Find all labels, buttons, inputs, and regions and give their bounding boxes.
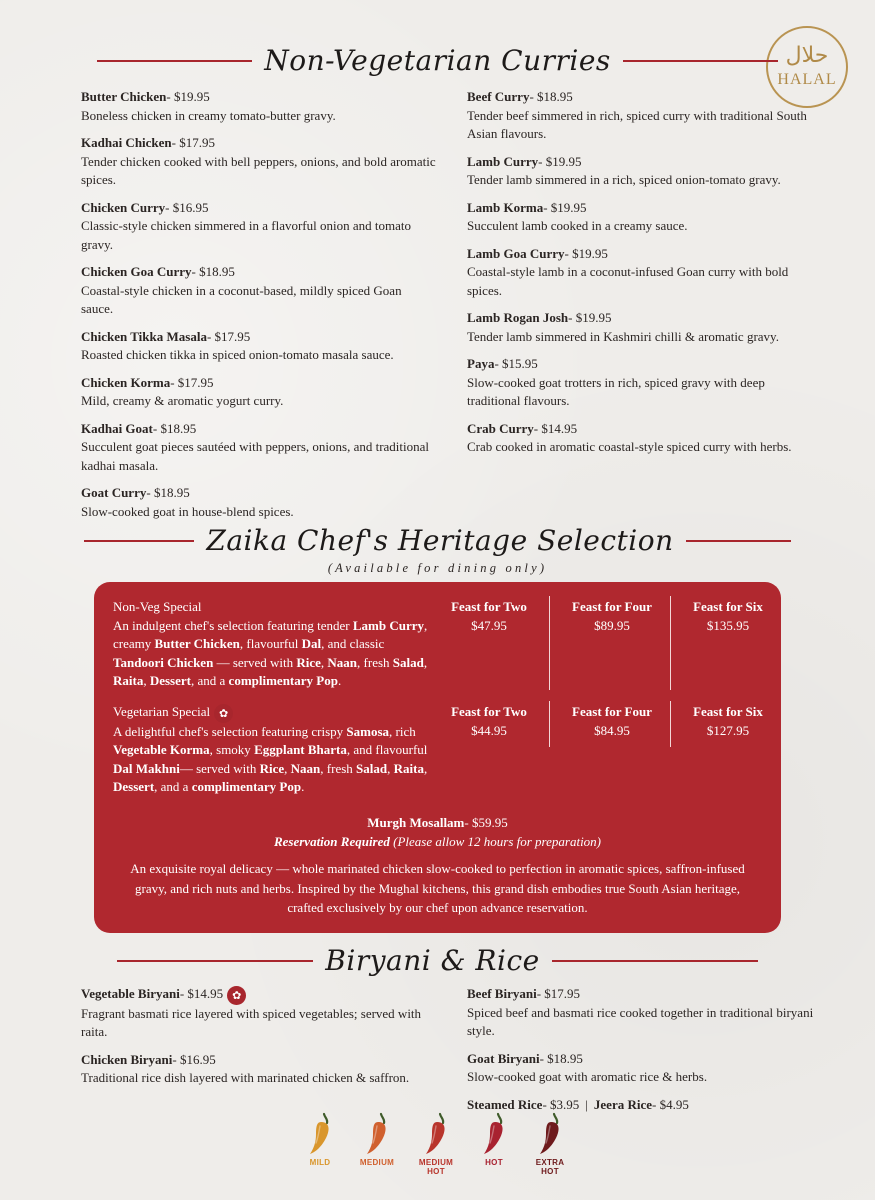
mosallam-reservation: Reservation Required (Please allow 12 hours for preparation) xyxy=(273,834,602,849)
menu-item xyxy=(81,1051,436,1088)
item-name: Goat Biryani xyxy=(467,1050,540,1066)
item-name: Beef Curry xyxy=(467,89,530,104)
item-price: - $17.95 xyxy=(206,328,251,344)
item-price: - $18.95 xyxy=(146,485,190,500)
veg-special xyxy=(113,703,428,797)
spice-level-label: HOT xyxy=(485,1158,503,1167)
biryani-left-column xyxy=(81,985,436,1097)
item-name: Chicken Curry xyxy=(81,199,166,215)
heritage-note: (Available for dining only) xyxy=(327,561,548,575)
feast-price: Feast for Six $135.95 xyxy=(693,599,763,633)
spice-level-label: MEDIUM xyxy=(359,1158,395,1167)
item-name: Chicken Goa Curry xyxy=(81,264,192,279)
item-price: - $17.95 xyxy=(171,135,216,150)
spice-level-label: EXTRA xyxy=(535,1158,565,1167)
menu-item xyxy=(81,374,436,411)
item-name: Chicken Tikka Masala xyxy=(81,328,207,344)
divider xyxy=(549,596,550,690)
item-description: Succulent lamb cooked in a creamy sauce. xyxy=(467,218,688,233)
item-name: Butter Chicken xyxy=(81,89,167,104)
divider xyxy=(670,596,671,690)
item-name: Chicken Korma xyxy=(81,374,171,390)
item-price: - $16.95 xyxy=(165,199,209,215)
item-description: Tender beef simmered in rich, spiced curry with traditional South Asian flavours. xyxy=(467,107,807,141)
divider xyxy=(686,540,791,542)
item-price: - $18.95 xyxy=(191,264,235,279)
item-description: Succulent goat pieces sautéed with peppers, onions, and traditional kadhai masala. xyxy=(81,439,430,473)
item-name: Lamb Rogan Josh xyxy=(467,310,569,325)
feast-price: Feast for Two $44.95 xyxy=(451,704,527,738)
item-name: Kadhai Goat xyxy=(81,420,153,436)
spice-level-label: HOT xyxy=(541,1167,559,1176)
item-name: Lamb Goa Curry xyxy=(467,245,565,261)
item-description: Crab cooked in aromatic coastal-style spiced curry with herbs. xyxy=(467,439,792,454)
mosallam-description: An exquisite royal delicacy — whole marinated chicken slow-cooked to perfection in aromatic spices, saffron-infused gravy, and rich nuts and herbs. Inspired by the Mughal kitchens, this grand dish embodies true South Asian heritage, crafted exclusively by our chef upon advance reservation. xyxy=(130,861,745,915)
item-price: - $18.95 xyxy=(529,89,573,104)
nonveg-special xyxy=(113,598,428,691)
item-price: - $17.95 xyxy=(536,986,581,1001)
divider xyxy=(670,701,671,747)
section-title: Non-Vegetarian Curries xyxy=(264,44,611,77)
chili-pepper-icon xyxy=(416,1112,456,1176)
item-name: Chicken Biryani xyxy=(81,1051,173,1067)
menu-item xyxy=(467,985,817,1041)
halal-arabic-text: حلال xyxy=(785,43,829,68)
item-price: - $18.95 xyxy=(539,1050,583,1066)
heritage-box xyxy=(94,582,781,933)
item-description: Spiced beef and basmati rice cooked together in traditional biryani style. xyxy=(467,1004,814,1038)
menu-item xyxy=(81,88,436,125)
rice-sides: Steamed Rice- $3.95 | Jeera Rice- $4.95 xyxy=(467,1096,689,1112)
item-description: Slow-cooked goat with aromatic rice & herbs. xyxy=(467,1069,708,1084)
item-description: Slow-cooked goat in house-blend spices. xyxy=(81,503,294,519)
section-header-heritage xyxy=(0,524,875,557)
menu-item xyxy=(467,153,817,190)
item-price: - $19.95 xyxy=(166,89,210,104)
special-label: Non-Veg Special xyxy=(113,599,202,614)
halal-text: HALAL xyxy=(777,71,837,88)
section-header-biryani xyxy=(0,944,875,977)
divider xyxy=(117,960,313,962)
feast-price: Feast for Four $89.95 xyxy=(572,599,652,633)
item-description: Coastal-style chicken in a coconut-based, mildly spiced Goan sauce. xyxy=(81,282,402,316)
spice-level-label: MEDIUM xyxy=(418,1158,454,1167)
menu-item xyxy=(81,199,436,255)
divider xyxy=(84,540,194,542)
menu-item xyxy=(81,328,436,365)
curries-left-column xyxy=(81,88,436,530)
menu-item xyxy=(81,134,436,190)
item-price: - $19.95 xyxy=(564,245,608,261)
wheat-leaf-icon: ✿ xyxy=(214,704,233,723)
item-description: Mild, creamy & aromatic yogurt curry. xyxy=(81,393,284,408)
chili-pepper-icon xyxy=(474,1112,514,1167)
item-description: Slow-cooked goat trotters in rich, spiced gravy with deep traditional flavours. xyxy=(467,374,765,408)
divider xyxy=(623,60,778,62)
menu-item xyxy=(81,420,436,476)
chili-pepper-icon xyxy=(300,1112,340,1167)
chili-pepper-icon xyxy=(357,1112,397,1167)
menu-item xyxy=(81,484,436,521)
section-title: Zaika Chef's Heritage Selection xyxy=(206,524,674,557)
feast-price: Feast for Two $47.95 xyxy=(451,599,527,633)
item-price: - $18.95 xyxy=(152,420,197,436)
item-name: Vegetable Biryani xyxy=(81,986,180,1001)
feast-price: Feast for Four $84.95 xyxy=(572,704,652,738)
item-name: Lamb Korma xyxy=(467,199,544,215)
chili-pepper-icon xyxy=(530,1112,570,1176)
divider xyxy=(549,701,550,747)
item-name: Paya xyxy=(467,356,495,371)
item-description: Coastal-style lamb in a coconut-infused Goan curry with bold spices. xyxy=(467,264,789,298)
feast-price: Feast for Six $127.95 xyxy=(693,704,763,738)
section-header-curries xyxy=(0,44,875,77)
item-description: Fragrant basmati rice layered with spiced vegetables; served with raita. xyxy=(81,1005,422,1040)
item-description: Classic-style chicken simmered in a flavorful onion and tomato gravy. xyxy=(81,218,411,252)
menu-item xyxy=(467,309,817,346)
wheat-leaf-icon: ✿ xyxy=(227,986,246,1005)
curries-right-column xyxy=(467,88,817,466)
item-price: - $17.95 xyxy=(170,374,214,390)
item-description: Boneless chicken in creamy tomato-butter gravy. xyxy=(81,107,336,123)
divider xyxy=(552,960,758,962)
menu-item xyxy=(467,1050,817,1087)
item-description: Tender chicken cooked with bell peppers, onions, and bold aromatic spices. xyxy=(81,153,436,187)
spice-level-label: MILD xyxy=(309,1158,331,1167)
menu-item xyxy=(467,420,817,457)
item-description: Tender lamb simmered in Kashmiri chilli & aromatic gravy. xyxy=(467,328,779,344)
menu-item xyxy=(467,245,817,301)
menu-item xyxy=(467,355,817,411)
special-description: An indulgent chef's selection featuring tender Lamb Curry, creamy Butter Chicken, flavourful Dal, and classic Tandoori Chicken — served with Rice, Naan, fresh Salad, Raita, Dessert, and a complimentary Pop. xyxy=(113,617,428,688)
item-description: Traditional rice dish layered with marinated chicken & saffron. xyxy=(81,1070,410,1086)
item-description: Tender lamb simmered in a rich, spiced onion-tomato gravy. xyxy=(467,172,781,187)
spice-level-label: HOT xyxy=(427,1167,445,1176)
biryani-right-column xyxy=(467,985,817,1114)
menu-item xyxy=(81,985,436,1042)
item-price: - $19.95 xyxy=(568,310,612,325)
special-label: Vegetarian Special ✿ xyxy=(113,703,428,723)
item-price: - $19.95 xyxy=(538,153,582,169)
item-description: Roasted chicken tikka in spiced onion-tomato masala sauce. xyxy=(81,347,394,362)
menu-item xyxy=(467,199,817,236)
divider xyxy=(97,60,252,62)
menu-item xyxy=(81,263,436,319)
menu-item xyxy=(467,88,817,144)
mosallam-title: Murgh Mosallam- $59.95 xyxy=(367,815,508,830)
spice-legend xyxy=(300,1112,580,1187)
item-name: Lamb Curry xyxy=(467,153,539,169)
item-name: Goat Curry xyxy=(81,485,147,500)
item-price: - $15.95 xyxy=(494,356,538,371)
item-price: - $14.95 xyxy=(533,420,578,436)
item-price: - $16.95 xyxy=(172,1051,216,1067)
item-name: Kadhai Chicken xyxy=(81,135,172,150)
special-description: A delightful chef's selection featuring crispy Samosa, rich Vegetable Korma, smoky Eggplant Bharta, and flavourful Dal Makhni— served with Rice, Naan, fresh Salad, Raita, Dessert, and a complimentary Pop. xyxy=(113,723,428,795)
item-name: Crab Curry xyxy=(467,420,534,436)
item-price: - $19.95 xyxy=(543,199,587,215)
item-name: Beef Biryani xyxy=(467,986,537,1001)
item-price: - $14.95 xyxy=(179,986,224,1001)
section-title: Biryani & Rice xyxy=(325,944,540,977)
